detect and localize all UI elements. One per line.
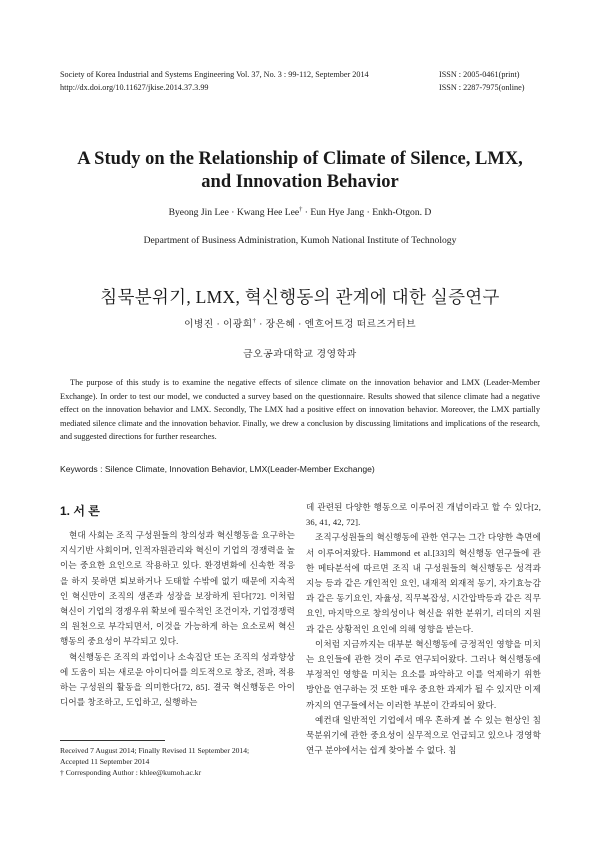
intro-paragraph-3: 조직구성원들의 혁신행동에 관한 연구는 그간 다양한 측면에서 이루어져왔다. Hammond et al.[33]의 혁신행동 연구들에 관한 메타분석에 따르면 조직 내 구성원들의 혁신행동은 성격과 지능 등과 같은 개인적인 요인, 내재적 외재적 동기, 자기효능감과 같은 동기요인, 자율성, 직무복잡성, 시간압박등과 같은 직무요인, 마지막으로 창의성이나 혁신을 위한 분위기, 리더의 지원과 같은 상황적인 요인에 의해 영향을 받는다. (306, 532, 541, 634)
authors-ko (0, 316, 600, 330)
intro-paragraph-2-cont: 데 관련된 다양한 행동으로 이루어진 개념이라고 할 수 있다[2, 36, 41, 42, 72]. (306, 502, 541, 528)
right-column (306, 500, 541, 758)
journal-info: Society of Korea Industrial and Systems Engineering Vol. 37, No. 3 : 99-112, September 2014 (60, 70, 369, 79)
keywords-label: Keywords (60, 464, 98, 474)
corresponding-mark-ko: † (252, 317, 257, 325)
paper-title-en (0, 148, 600, 194)
journal-citation (60, 69, 369, 94)
title-en-line2: and Innovation Behavior (201, 172, 399, 192)
issn-block (439, 69, 525, 94)
authors-en-before: Byeong Jin Lee · Kwang Hee Lee (168, 207, 300, 219)
footnote-rule (60, 740, 165, 741)
authors-en-after: · Eun Hye Jang · Enkh-Otgon. D (302, 207, 432, 219)
department-ko: 금오공과대학교 경영학과 (243, 349, 357, 360)
intro-paragraph-2: 혁신행동은 조직의 과업이나 소속집단 또는 조직의 성과향상에 도움이 되는 새로운 아이디어를 의도적으로 창조, 전파, 적용하는 구성원의 활동을 의미한다[72, 85]. 결국 혁신행동은 아이디어를 창조하고, 도입하고, 실행하는 (60, 651, 295, 708)
doi-link[interactable]: http://dx.doi.org/10.11627/jkise.2014.37.3.99 (60, 82, 209, 92)
keywords (60, 464, 540, 474)
authors-ko-before: 이병진 · 이광희 (184, 319, 253, 330)
accepted-date: Accepted 11 September 2014 (60, 757, 150, 766)
abstract: The purpose of this study is to examine the negative effects of silence climate on the innovation behavior and LMX (Leader-Member Exchange). In order to test our model, we conducted a survey based on the questionnaire. Results showed that silence climate had a negative effect on the innovation behavior and LMX. Secondly, The LMX had a positive effect on innovation behavior. Moreover, the LMX partially mediated silence climate and the innovation behavior. Finally, we drew a conclusion by discussing limitations and implications of the research, and suggested directions for further researches. (60, 378, 540, 442)
corresponding-mark: † (299, 206, 303, 213)
intro-paragraph-4: 이처럼 지금까지는 대부분 혁신행동에 긍정적인 영향을 미치는 요인들에 관한 것이 주로 연구되어왔다. 그러나 혁신행동에 부정적인 영향을 미치는 요소를 파악하고 이를 억제하기 위한 방안을 연구하는 것 또한 매우 중요한 과제가 될 수 있지만 이제까지의 연구들에서는 이러한 부분이 간과되어 왔다. (306, 638, 541, 710)
title-en-line1: A Study on the Relationship of Climate of Silence, LMX, (77, 149, 523, 169)
footnotes (60, 745, 300, 778)
left-column (60, 528, 295, 710)
issn-print: ISSN : 2005-0461(print) (439, 70, 520, 79)
keywords-list: : Silence Climate, Innovation Behavior, LMX(Leader-Member Exchange) (97, 464, 375, 474)
paper-title-ko: 침묵분위기, LMX, 혁신행동의 관계에 대한 실증연구 (100, 287, 500, 307)
intro-paragraph-1: 현대 사회는 조직 구성원들의 창의성과 혁신행동을 요구하는 지식기반 사회이며, 인적자원관리와 혁신이 기업의 경쟁력을 높이는 중요한 요인으로 작용하고 있다. 환경변화에 신속한 적응을 하지 못하면 퇴보하거나 도태할 수밖에 없기 때문에 지속적인 혁신만이 조직의 생존과 성장을 보장하게 된다[72]. 이처럼 혁신이 기업의 경쟁우위 확보에 필수적인 조건이자, 기업경쟁력의 원천으로 부각되면서, 이것을 가능하게 하는 요소로써 혁신행동의 중요성이 부각되고 있다. (60, 530, 295, 647)
issn-online: ISSN : 2287-7975(online) (439, 82, 525, 92)
authors-ko-after: · 장은혜 · 엔흐어트겅 떠르즈거터브 (256, 319, 416, 330)
intro-paragraph-5: 예컨대 일반적인 기업에서 매우 흔하게 볼 수 있는 현상인 침묵분위기에 관한 중요성이 실무적으로 언급되고 있으나 경영학 연구 분야에서는 쉽게 찾아볼 수 없다. 침 (306, 714, 541, 756)
corresponding-author: † Corresponding Author : khlee@kumoh.ac.kr (60, 768, 202, 777)
section-title-introduction: 1. 서 론 (60, 504, 100, 518)
department-en: Department of Business Administration, Kumoh National Institute of Technology (143, 235, 457, 246)
authors-en (0, 206, 600, 218)
received-date: Received 7 August 2014; Finally Revised 11 September 2014; (60, 746, 250, 755)
